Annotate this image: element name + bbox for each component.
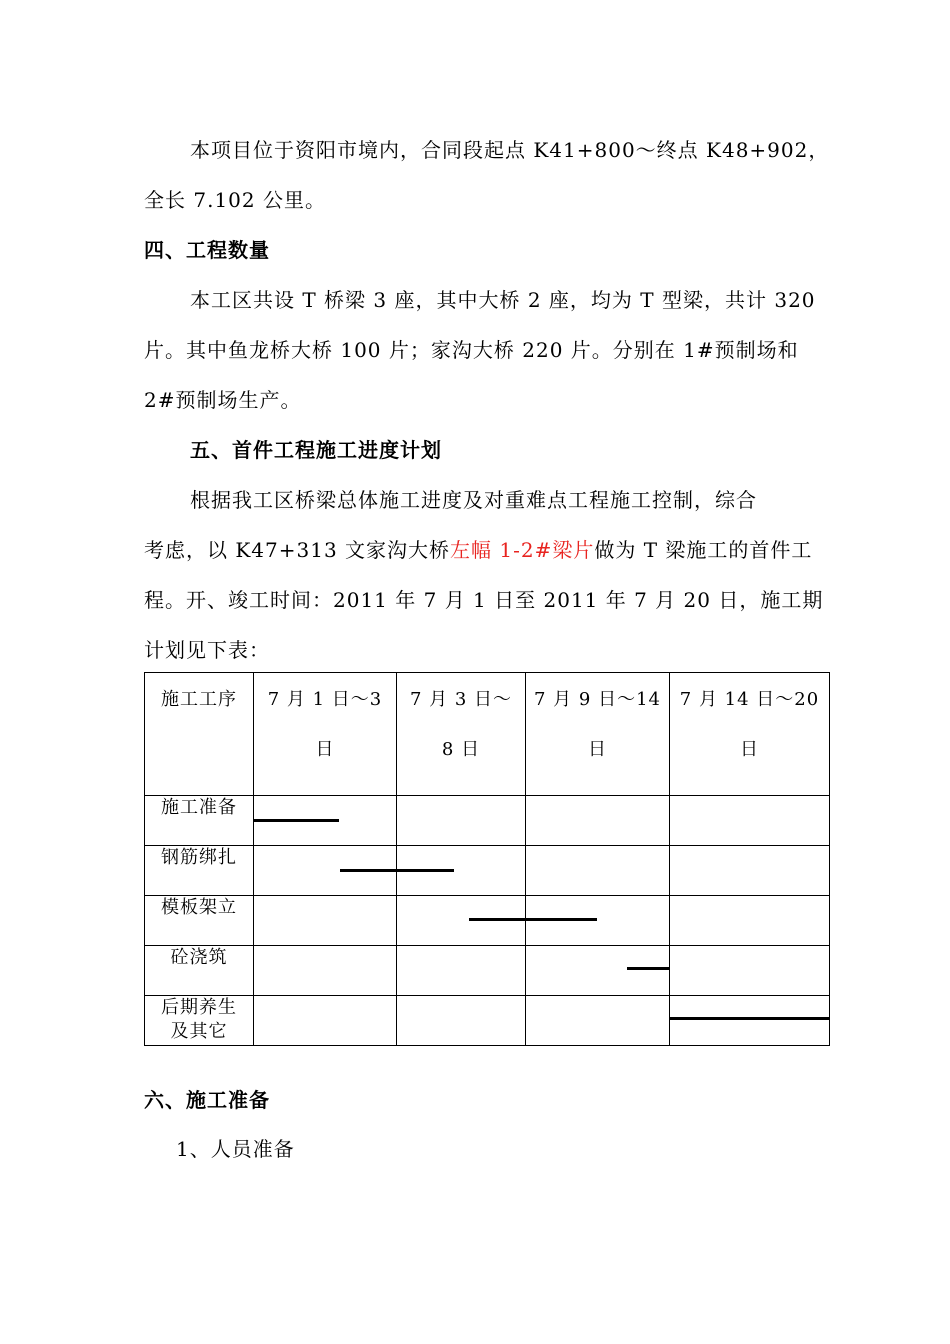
cell [526,946,670,996]
gantt-bar-rebar-b [397,869,454,872]
section5-line3: 程。开、竣工时间：2011 年 7 月 1 日至 2011 年 7 月 20 日，施工期 [144,588,824,612]
table-row [145,996,830,1046]
header-process: 施工工序 [145,673,254,796]
table-row [145,946,830,996]
cell [670,946,830,996]
table-row [145,846,830,896]
section4-line2: 片。其中鱼龙桥大桥 100 片；家沟大桥 220 片。分别在 1#预制场和 [144,338,799,362]
header-period-3: 7 月 9 日～14 日 [526,673,670,796]
section5-line4: 计划见下表： [144,638,270,662]
table-row [145,796,830,846]
section4-line3: 2#预制场生产。 [144,388,302,412]
schedule-table [144,672,830,1046]
cell [397,796,526,846]
gantt-bar-formwork-b [526,918,597,921]
row-label: 砼浇筑 [145,946,254,996]
section5-line2-pre: 考虑，以 K47+313 文家沟大桥 [144,538,451,562]
highlighted-beam-text: 左幅 1-2#梁片 [450,538,595,562]
paragraph-location-line1: 本项目位于资阳市境内，合同段起点 K41+800～终点 K48+902， [190,138,830,162]
section5-heading: 五、首件工程施工进度计划 [190,438,442,462]
cell [526,846,670,896]
cell [670,896,830,946]
gantt-bar-prep [254,819,339,822]
section5-line2 [144,538,812,562]
row-label: 施工准备 [145,796,254,846]
row-label: 后期养生 及其它 [145,996,254,1046]
section4-heading: 四、工程数量 [144,238,270,262]
cell [397,946,526,996]
cell [526,796,670,846]
cell [670,796,830,846]
gantt-bar-curing [670,1017,830,1020]
cell [670,846,830,896]
table-row [145,896,830,946]
cell [397,846,526,896]
cell [254,896,397,946]
gantt-bar-concrete [627,967,670,970]
cell [254,846,397,896]
cell [397,996,526,1046]
cell [254,996,397,1046]
cell [670,996,830,1046]
header-period-1: 7 月 1 日～3 日 [254,673,397,796]
gantt-bar-formwork-a [469,918,526,921]
header-period-2: 7 月 3 日～ 8 日 [397,673,526,796]
header-period-4: 7 月 14 日～20 日 [670,673,830,796]
section5-line2-post: 做为 T 梁施工的首件工 [594,538,813,562]
row-label: 模板架立 [145,896,254,946]
cell [254,796,397,846]
section4-line1: 本工区共设 T 桥梁 3 座，其中大桥 2 座，均为 T 型梁，共计 320 [190,288,816,312]
cell [397,896,526,946]
schedule-header-row [145,673,830,796]
section6-item1: 1、人员准备 [176,1137,295,1161]
paragraph-location-line2: 全长 7.102 公里。 [144,188,326,212]
row-label: 钢筋绑扎 [145,846,254,896]
cell [526,896,670,946]
section6-heading: 六、施工准备 [144,1088,270,1112]
cell [254,946,397,996]
cell [526,996,670,1046]
section5-line1: 根据我工区桥梁总体施工进度及对重难点工程施工控制，综合 [190,488,757,512]
gantt-bar-rebar-a [340,869,397,872]
